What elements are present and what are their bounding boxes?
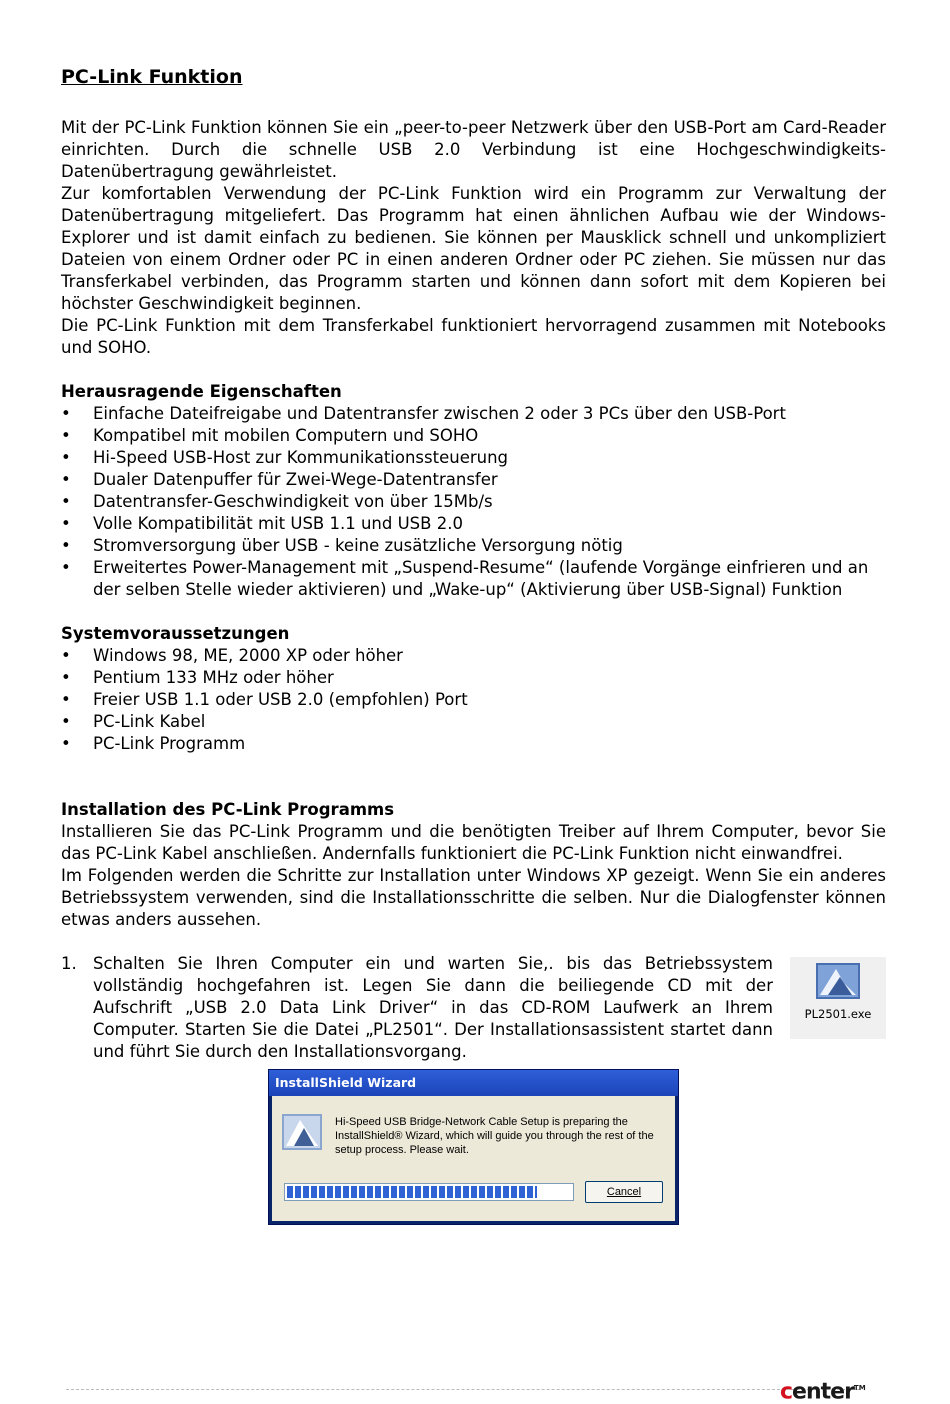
installshield-icon [282,1114,322,1150]
list-item: • Datentransfer-Geschwindigkeit von über 15Mb/s [61,491,886,513]
list-item: • Kompatibel mit mobilen Computern und SOHO [61,425,886,447]
dialog-message: Hi-Speed USB Bridge-Network Cable Setup is preparing the InstallShield® Wizard, which will guide you through the rest of the setup process. Please wait. [335,1116,654,1156]
list-item: • Hi-Speed USB-Host zur Kommunikationssteuerung [61,447,886,469]
installer-icon [814,961,862,1001]
list-item: • Windows 98, ME, 2000 XP oder höher [61,645,886,667]
install-step-1 [61,953,773,1063]
step-text: Schalten Sie Ihren Computer ein und warten Sie,. bis das Betriebssystem vollständig hochgefahren ist. Legen Sie dann die beiliegende CD mit der Aufschrift „USB 2.0 Data Link Driver“ in das CD-ROM Laufwerk an Ihrem Computer. Starten Sie die Datei „PL2501“. Der Installationsassistent startet dann und führt Sie durch den Installationsvorgang. [93,954,773,1061]
brand-rest: enter [792,1379,854,1404]
list-item: • Erweitertes Power-Management mit „Suspend-Resume“ (laufende Vorgänge einfrieren und an der selben Stelle wieder aktivieren) und „Wake-up“ (Aktivierung über USB-Signal) Funktion [61,557,886,601]
progress-fill [287,1186,537,1198]
list-item: • Volle Kompatibilität mit USB 1.1 und USB 2.0 [61,513,886,535]
list-item: • Pentium 133 MHz oder höher [61,667,886,689]
features-list [61,403,886,601]
list-item: • Stromversorgung über USB - keine zusätzliche Versorgung nötig [61,535,886,557]
step-number: 1. [61,954,77,973]
installshield-dialog [268,1069,679,1225]
features-heading: Herausragende Eigenschaften [61,382,342,401]
file-label: PL2501.exe [804,1007,872,1021]
brand-prefix: c [780,1379,793,1404]
list-item: • Dualer Datenpuffer für Zwei-Wege-Datentransfer [61,469,886,491]
list-item: • Einfache Dateifreigabe und Datentransfer zwischen 2 oder 3 PCs über den USB-Port [61,403,886,425]
intro-paragraph-3: Die PC-Link Funktion mit dem Transferkabel funktioniert hervorragend zusammen mit Notebooks und SOHO. [61,316,886,357]
installation-paragraph-2: Im Folgenden werden die Schritte zur Installation unter Windows XP gezeigt. Wenn Sie ein anderes Betriebssystem verwenden, sind die Installationsschritte die selben. Nur die Dialogfenster können etwas anders aussehen. [61,866,886,929]
document-page [61,64,886,1063]
center-logo [780,1376,866,1404]
list-item: • PC-Link Programm [61,733,886,755]
dialog-body [272,1096,675,1221]
pl2501-file-icon[interactable] [790,957,886,1039]
intro-paragraph-2: Zur komfortablen Verwendung der PC-Link Funktion wird ein Programm zur Verwaltung der Datenübertragung mitgeliefert. Das Programm hat einen ähnlichen Aufbau wie der Windows-Explorer und ist damit einfach zu bedienen. Sie können per Mausklick schnell und unkompliziert Dateien von einem Ordner oder PC in einen anderen Ordner oder PC ziehen. Sie müssen nur das Transferkabel verbinden, das Programm starten und können dann sofort mit dem Kopieren bei höchster Geschwindigkeit beginnen. [61,184,886,313]
cancel-label: Cancel [606,1186,642,1198]
list-item: • PC-Link Kabel [61,711,886,733]
requirements-heading: Systemvoraussetzungen [61,624,290,643]
footer-divider [66,1389,860,1390]
installation-heading: Installation des PC-Link Programms [61,800,395,819]
dialog-title: InstallShield Wizard [269,1070,678,1096]
trademark: TM [853,1384,866,1392]
installation-paragraph-1: Installieren Sie das PC-Link Programm und die benötigten Treiber auf Ihrem Computer, bevor Sie das PC-Link Kabel anschließen. Andernfalls funktioniert die PC-Link Funktion nicht einwandfrei. [61,822,886,863]
cancel-button[interactable] [585,1181,663,1203]
page-title: PC-Link Funktion [61,66,243,88]
requirements-list [61,645,886,755]
list-item: • Freier USB 1.1 oder USB 2.0 (empfohlen) Port [61,689,886,711]
progress-bar [284,1183,574,1201]
intro-paragraph-1: Mit der PC-Link Funktion können Sie ein „peer-to-peer Netzwerk über den USB-Port am Card-Reader einrichten. Durch die schnelle USB 2.0 Verbindung ist eine Hochgeschwindigkeits-Datenübertragung gewährleistet. [61,118,886,181]
